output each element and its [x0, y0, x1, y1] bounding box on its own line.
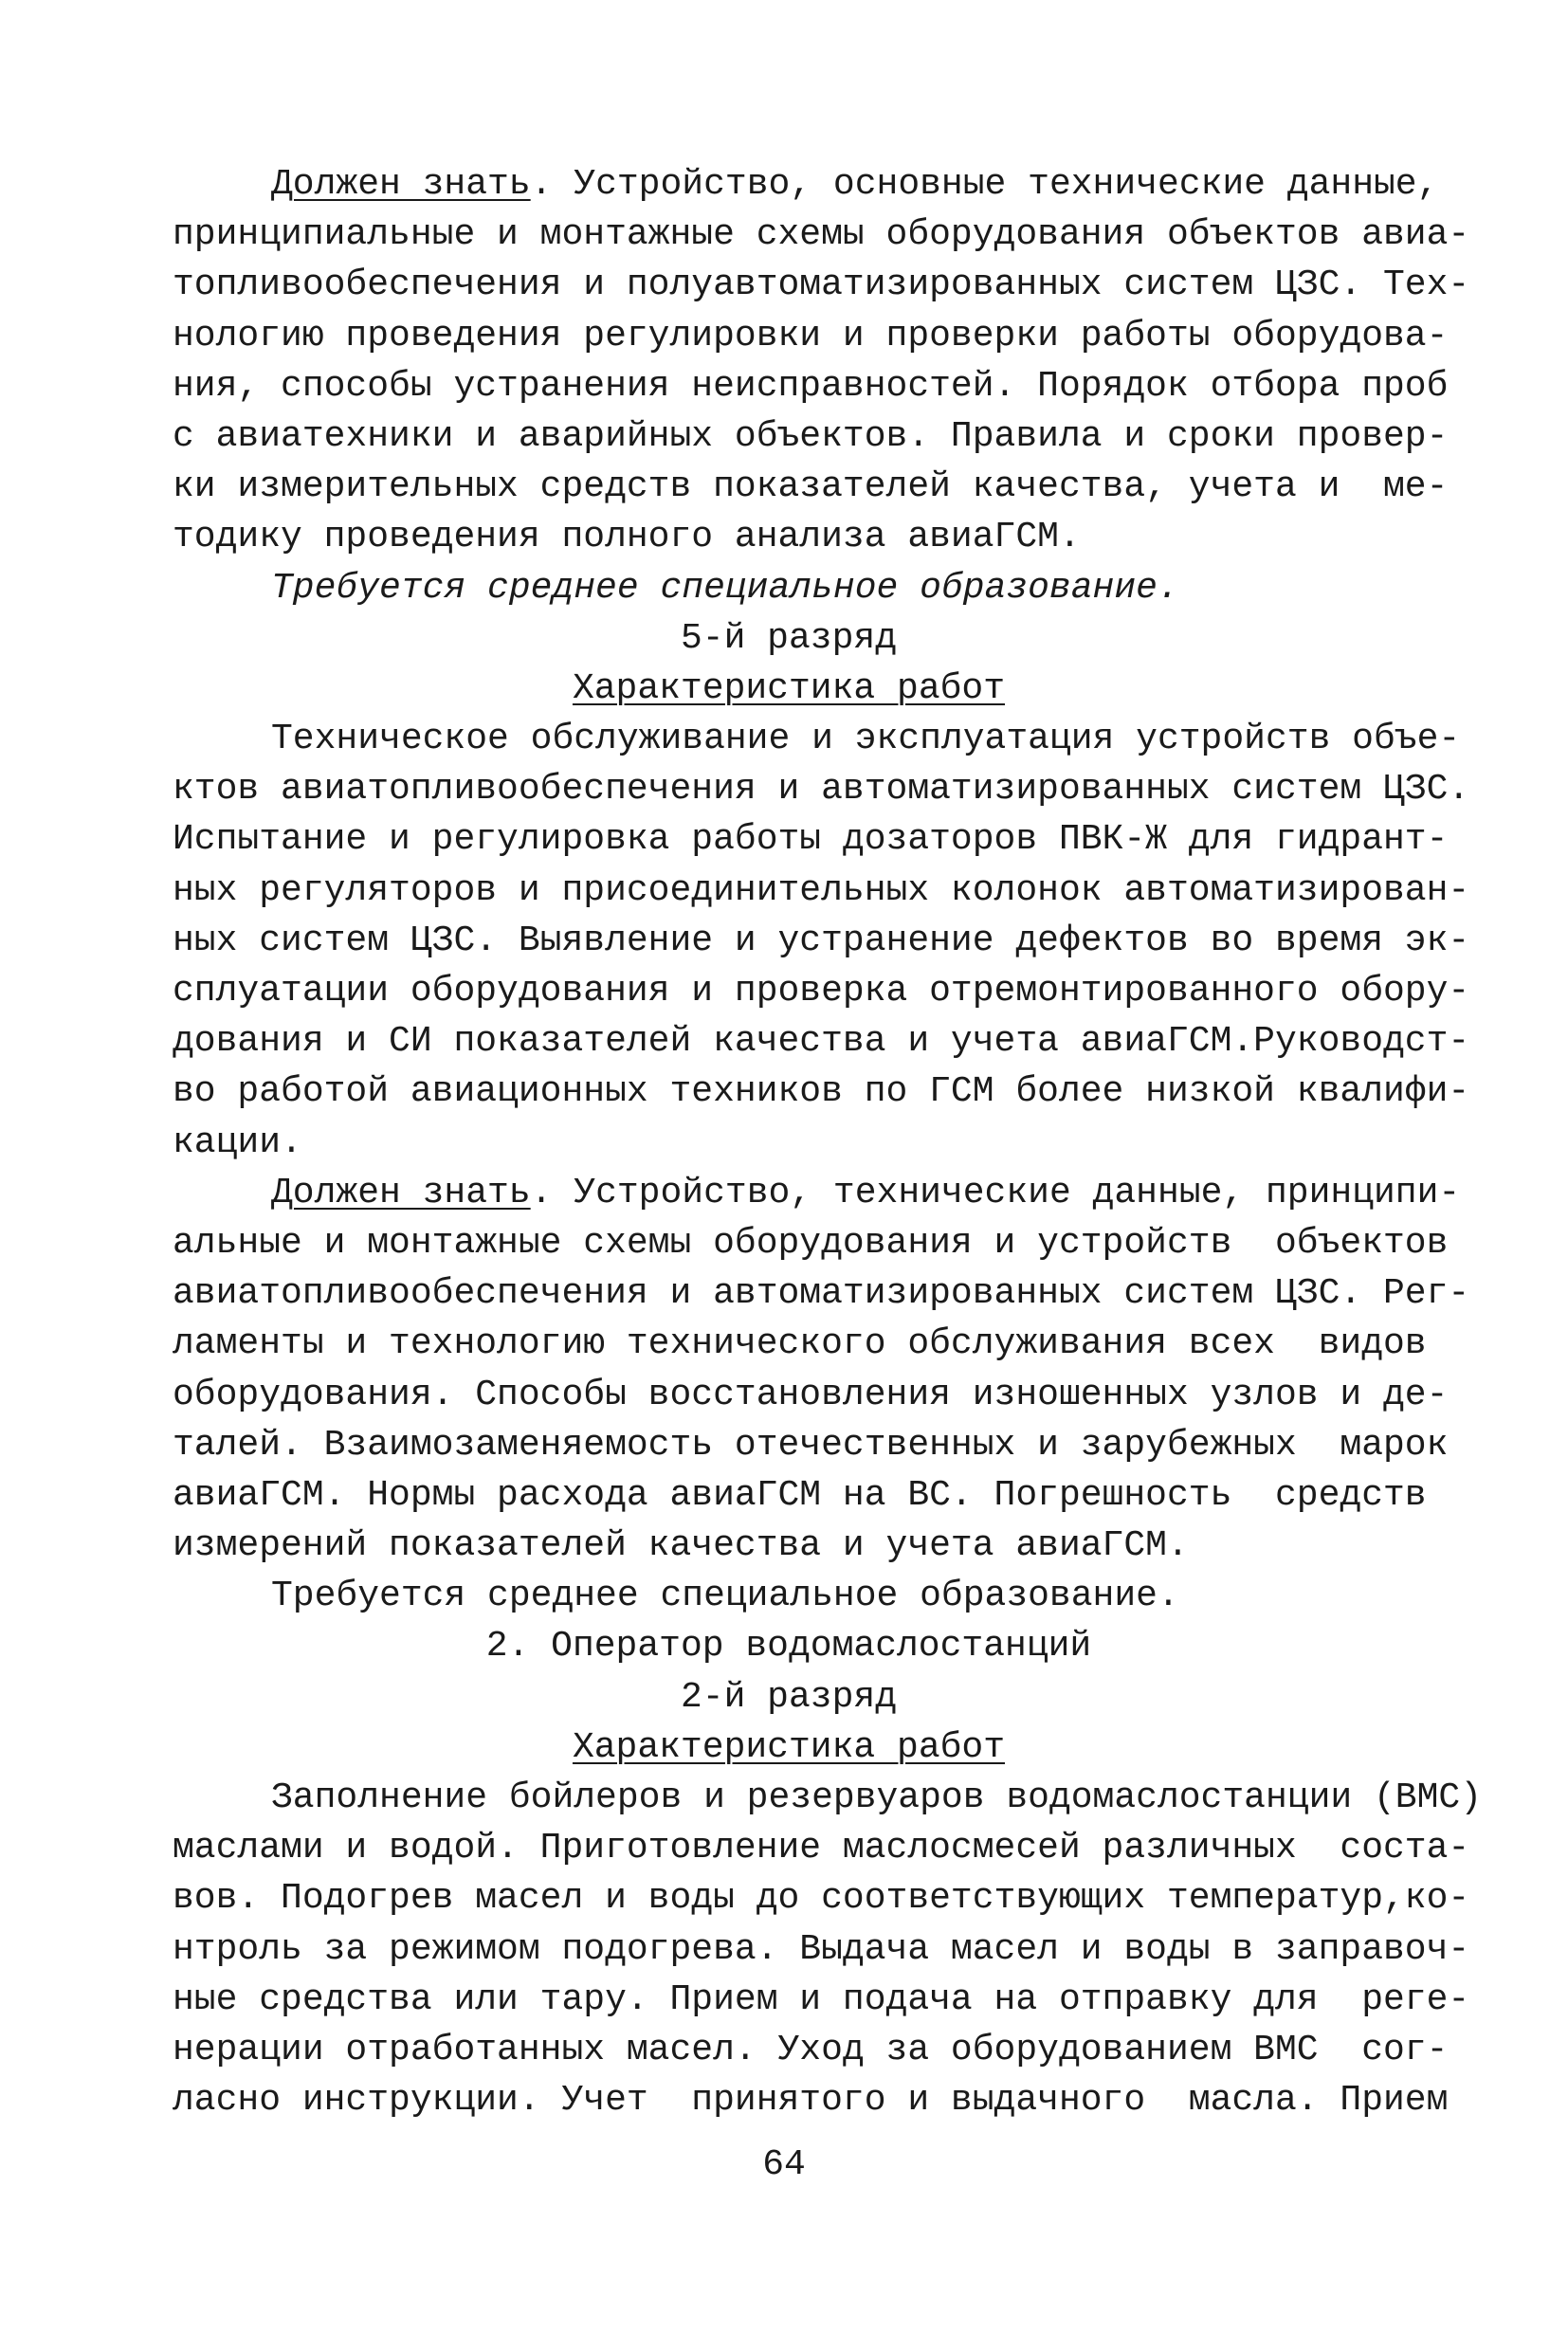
text-line: нологию проведения регулировки и проверки работы оборудова-: [173, 315, 1449, 356]
text-line: маслами и водой. Приготовление маслосмесей различных соста-: [173, 1828, 1470, 1869]
text-line: дования и СИ показателей качества и учета авиаГСМ.Руководст-: [173, 1021, 1470, 1063]
know-text: . Устройство, технические данные, принципи-: [530, 1172, 1461, 1213]
text-line: во работой авиационных техников по ГСМ более низкой квалифи-: [173, 1071, 1470, 1113]
text-line: ктов авиатопливообеспечения и автоматизированных систем ЦЗС.: [173, 769, 1470, 811]
text-line: нтроль за режимом подогрева. Выдача масел и воды в заправоч-: [173, 1928, 1470, 1970]
text-line: тодику проведения полного анализа авиаГСМ.: [173, 517, 1081, 558]
text-line: ных регуляторов и присоединительных колонок автоматизирован-: [173, 869, 1470, 911]
requirement-text: Требуется среднее специальное образование.: [271, 567, 1179, 609]
text-line: авиатопливообеспечения и автоматизированных систем ЦЗС. Рег-: [173, 1273, 1470, 1315]
grade-title: 5-й разряд: [680, 617, 898, 659]
characteristic-heading-wrap: [173, 664, 1405, 714]
page-number: 64: [762, 2144, 806, 2185]
text-line: вов. Подогрев масел и воды до соответствующих температур,ко-: [173, 1878, 1470, 1920]
text-line: Техническое обслуживание и эксплуатация устройств объе-: [271, 719, 1461, 760]
text-line: альные и монтажные схемы оборудования и устройств объектов: [173, 1222, 1449, 1264]
section-title: 2. Оператор водомаслостанций: [485, 1626, 1092, 1668]
know-heading: Должен знать: [271, 164, 531, 205]
text-line: Заполнение бойлеров и резервуаров водомаслостанции (ВМС): [271, 1777, 1483, 1818]
characteristic-heading-wrap: [173, 1722, 1405, 1773]
know-heading: Должен знать: [271, 1172, 531, 1213]
text-line: кации.: [173, 1121, 302, 1163]
text-line: ласно инструкции. Учет принятого и выдачного масла. Прием: [173, 2080, 1449, 2122]
text-line: авиаГСМ. Нормы расхода авиаГСМ на ВС. Погрешность средств: [173, 1474, 1427, 1516]
text-line: ламенты и технологию технического обслуживания всех видов: [173, 1323, 1427, 1365]
text-line: с авиатехники и аварийных объектов. Правила и сроки провер-: [173, 415, 1449, 457]
text-line: талей. Взаимозаменяемость отечественных и зарубежных марок: [173, 1424, 1449, 1466]
know-text: . Устройство, основные технические данные,: [530, 164, 1439, 205]
grade-title: 2-й разряд: [680, 1676, 898, 1718]
text-line: сплуатации оборудования и проверка отремонтированного обору-: [173, 971, 1470, 1011]
document-page: [173, 159, 1483, 2125]
text-line: топливообеспечения и полуавтоматизированных систем ЦЗС. Тех-: [173, 264, 1470, 306]
know-paragraph-first-line: [173, 159, 1439, 210]
text-line: нерации отработанных масел. Уход за оборудованием ВМС сог-: [173, 2029, 1449, 2070]
text-line: ки измерительных средств показателей качества, учета и ме-: [173, 466, 1449, 508]
text-line: ных систем ЦЗС. Выявление и устранение дефектов во время эк-: [173, 920, 1470, 961]
text-line: измерений показателей качества и учета авиаГСМ.: [173, 1525, 1189, 1567]
text-line: ные средства или тару. Прием и подача на отправку для реге-: [173, 1978, 1470, 2020]
text-line: ния, способы устранения неисправностей. Порядок отбора проб: [173, 365, 1449, 407]
characteristic-heading: Характеристика работ: [572, 1726, 1006, 1768]
characteristic-heading: Характеристика работ: [572, 667, 1006, 709]
know-paragraph-first-line: [173, 1168, 1461, 1218]
requirement-text: Требуется среднее специальное образование.: [271, 1576, 1179, 1617]
text-line: оборудования. Способы восстановления изношенных узлов и де-: [173, 1374, 1449, 1415]
text-line: принципиальные и монтажные схемы оборудования объектов авиа-: [173, 214, 1470, 256]
text-line: Испытание и регулировка работы дозаторов ПВК-Ж для гидрант-: [173, 819, 1449, 861]
